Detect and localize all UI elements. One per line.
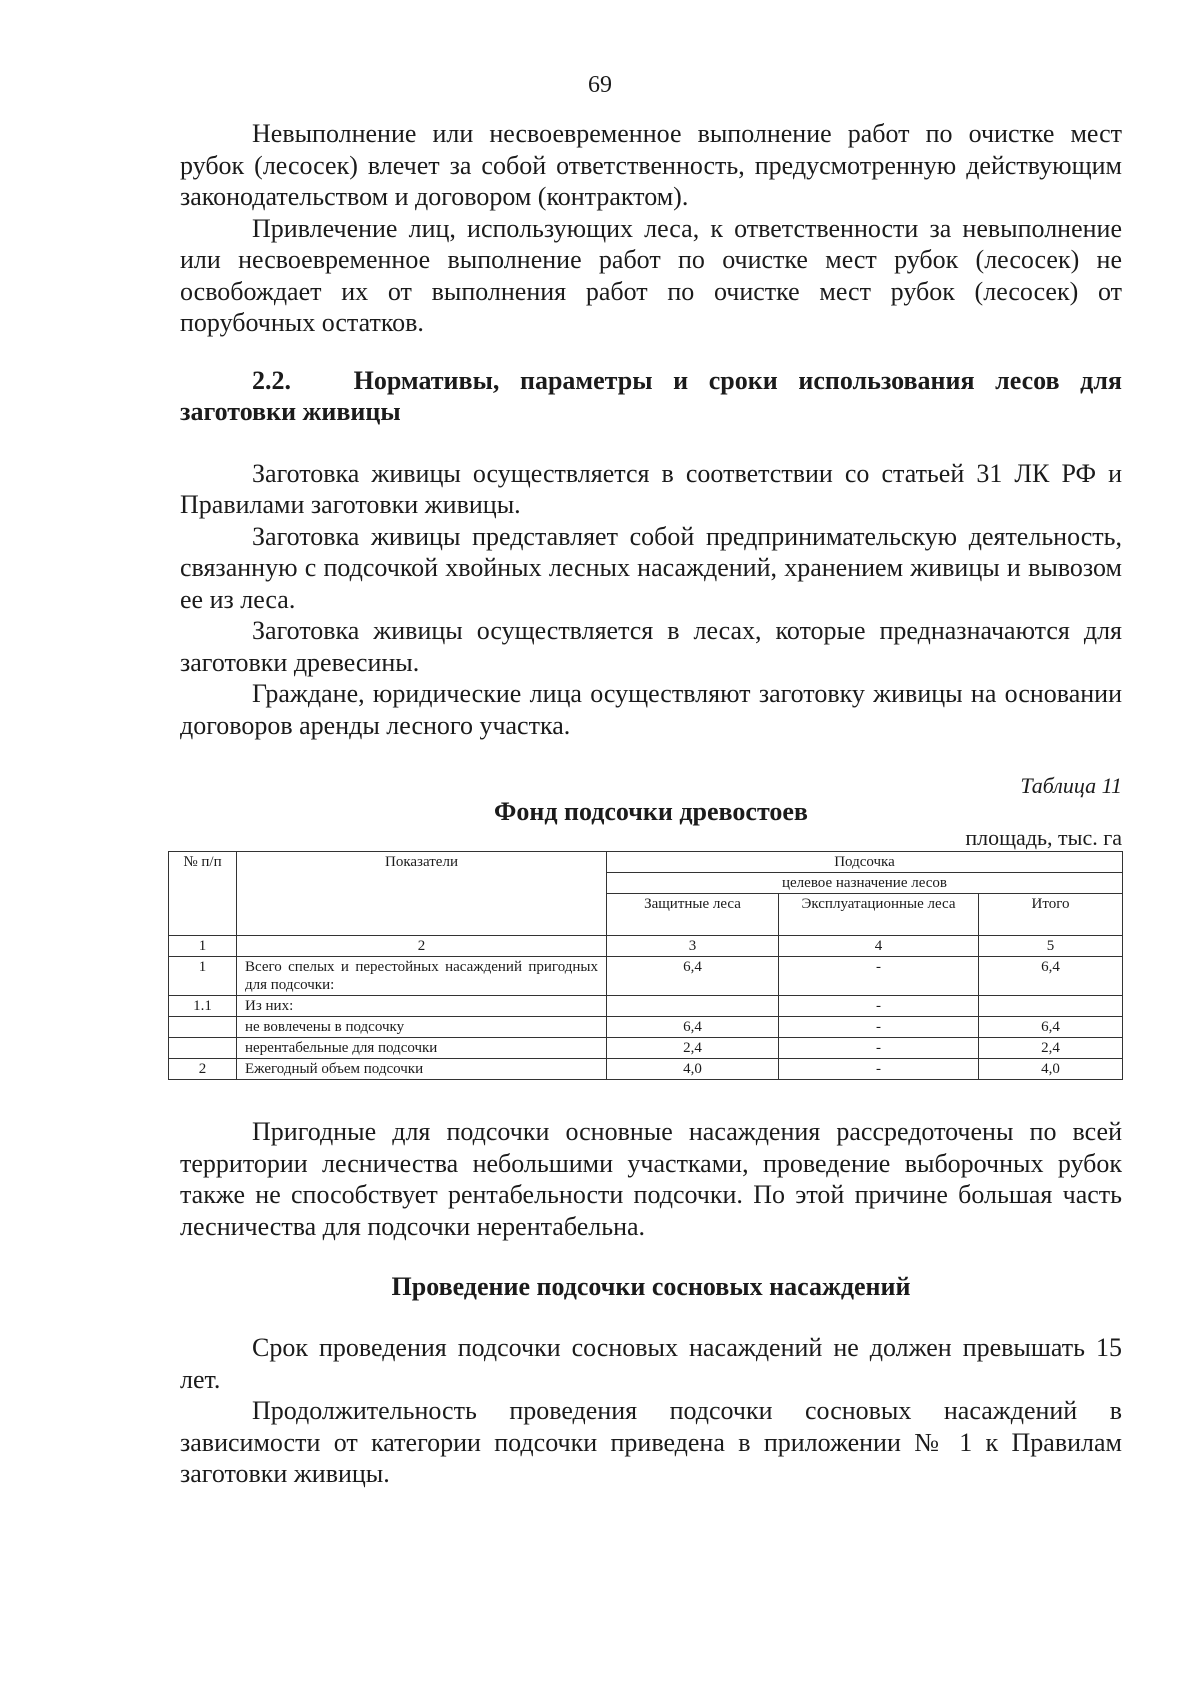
row-num: 1	[169, 957, 237, 996]
row-exploitation: -	[779, 996, 979, 1017]
row-protective: 6,4	[607, 957, 779, 996]
header-num: № п/п	[169, 852, 237, 936]
row-total	[979, 996, 1123, 1017]
header-group: Подсочка	[607, 852, 1123, 873]
header-protective: Защитные леса	[607, 894, 779, 936]
column-number: 3	[607, 936, 779, 957]
section-number: 2.2.	[252, 365, 291, 395]
subsection-paragraph-2: Продолжительность проведения подсочки сосновых насаждений в зависимости от категории подсочки приведена в приложении № 1 к Правилам заготовки живицы.	[180, 1396, 1122, 1488]
row-num: 2	[169, 1059, 237, 1080]
section-paragraph-2: Заготовка живицы представляет собой предпринимательскую деятельность, связанную с подсочкой хвойных лесных насаждений, хранением живицы и вывозом ее из леса.	[180, 521, 1122, 614]
column-number: 1	[169, 936, 237, 957]
section-paragraph-1: Заготовка живицы осуществляется в соответствии со статьей 31 ЛК РФ и Правилами заготовки живицы.	[180, 458, 1122, 519]
header-exploitation: Эксплуатационные леса	[779, 894, 979, 936]
row-exploitation: -	[779, 1017, 979, 1038]
row-num	[169, 1038, 237, 1059]
row-total: 2,4	[979, 1038, 1123, 1059]
row-name: Ежегодный объем подсочки	[237, 1059, 607, 1080]
row-name: не вовлечены в подсочку	[237, 1017, 607, 1038]
column-number: 4	[779, 936, 979, 957]
row-num: 1.1	[169, 996, 237, 1017]
section-paragraph-3: Заготовка живицы осуществляется в лесах, которые предназначаются для заготовки древесины.	[180, 616, 1122, 677]
header-indicators: Показатели	[237, 852, 607, 936]
section-paragraph-4: Граждане, юридические лица осуществляют заготовку живицы на основании договоров аренды лесного участка.	[180, 679, 1122, 740]
row-total: 6,4	[979, 1017, 1123, 1038]
row-name: Всего спелых и перестойных насаждений пригодных для подсочки:	[237, 957, 607, 996]
header-total: Итого	[979, 894, 1123, 936]
row-protective: 6,4	[607, 1017, 779, 1038]
table-row	[169, 957, 1123, 996]
section-title: Нормативы, параметры и сроки использования лесов для заготовки живицы	[180, 365, 1122, 426]
row-exploitation: -	[779, 1059, 979, 1080]
column-number: 2	[237, 936, 607, 957]
after-table-paragraph: Пригодные для подсочки основные насаждения рассредоточены по всей территории лесничества небольшими участками, проведение выборочных рубок также не способствует рентабельности подсочки. По этой причине большая часть лесничества для подсочки нерентабельна.	[180, 1117, 1122, 1241]
table-row	[169, 1059, 1123, 1080]
subsection-paragraph-1: Срок проведения подсочки сосновых насаждений не должен превышать 15 лет.	[180, 1333, 1122, 1394]
column-number: 5	[979, 936, 1123, 957]
table-row	[169, 1017, 1123, 1038]
section-heading	[180, 365, 1122, 428]
table-unit: площадь, тыс. га	[965, 825, 1122, 850]
row-exploitation: -	[779, 957, 979, 996]
table-row	[169, 996, 1123, 1017]
intro-paragraph-2: Привлечение лиц, использующих леса, к ответственности за невыполнение или несвоевременное выполнение работ по очистке мест рубок (лесосек) не освобождает их от выполнения работ по очистке мест рубок (лесосек) от порубочных остатков.	[180, 213, 1122, 337]
table-row	[169, 1038, 1123, 1059]
resin-tapping-table	[168, 851, 1123, 1080]
page-number: 69	[588, 72, 612, 98]
table-header-row	[169, 852, 1123, 873]
row-protective: 2,4	[607, 1038, 779, 1059]
header-subgroup: целевое назначение лесов	[607, 873, 1123, 894]
row-exploitation: -	[779, 1038, 979, 1059]
row-total: 4,0	[979, 1059, 1123, 1080]
document-body	[180, 118, 1122, 1490]
row-num	[169, 1017, 237, 1038]
row-name: нерентабельные для подсочки	[237, 1038, 607, 1059]
row-total: 6,4	[979, 957, 1123, 996]
intro-paragraph-1: Невыполнение или несвоевременное выполнение работ по очистке мест рубок (лесосек) влечет за собой ответственность, предусмотренную действующим законодательством и договором (контрактом).	[180, 119, 1122, 211]
table-title: Фонд подсочки древостоев	[494, 797, 808, 826]
row-name: Из них:	[237, 996, 607, 1017]
subsection-title: Проведение подсочки сосновых насаждений	[391, 1272, 911, 1301]
row-protective: 4,0	[607, 1059, 779, 1080]
row-protective	[607, 996, 779, 1017]
table-label: Таблица 11	[1020, 773, 1122, 798]
column-numbers-row	[169, 936, 1123, 957]
